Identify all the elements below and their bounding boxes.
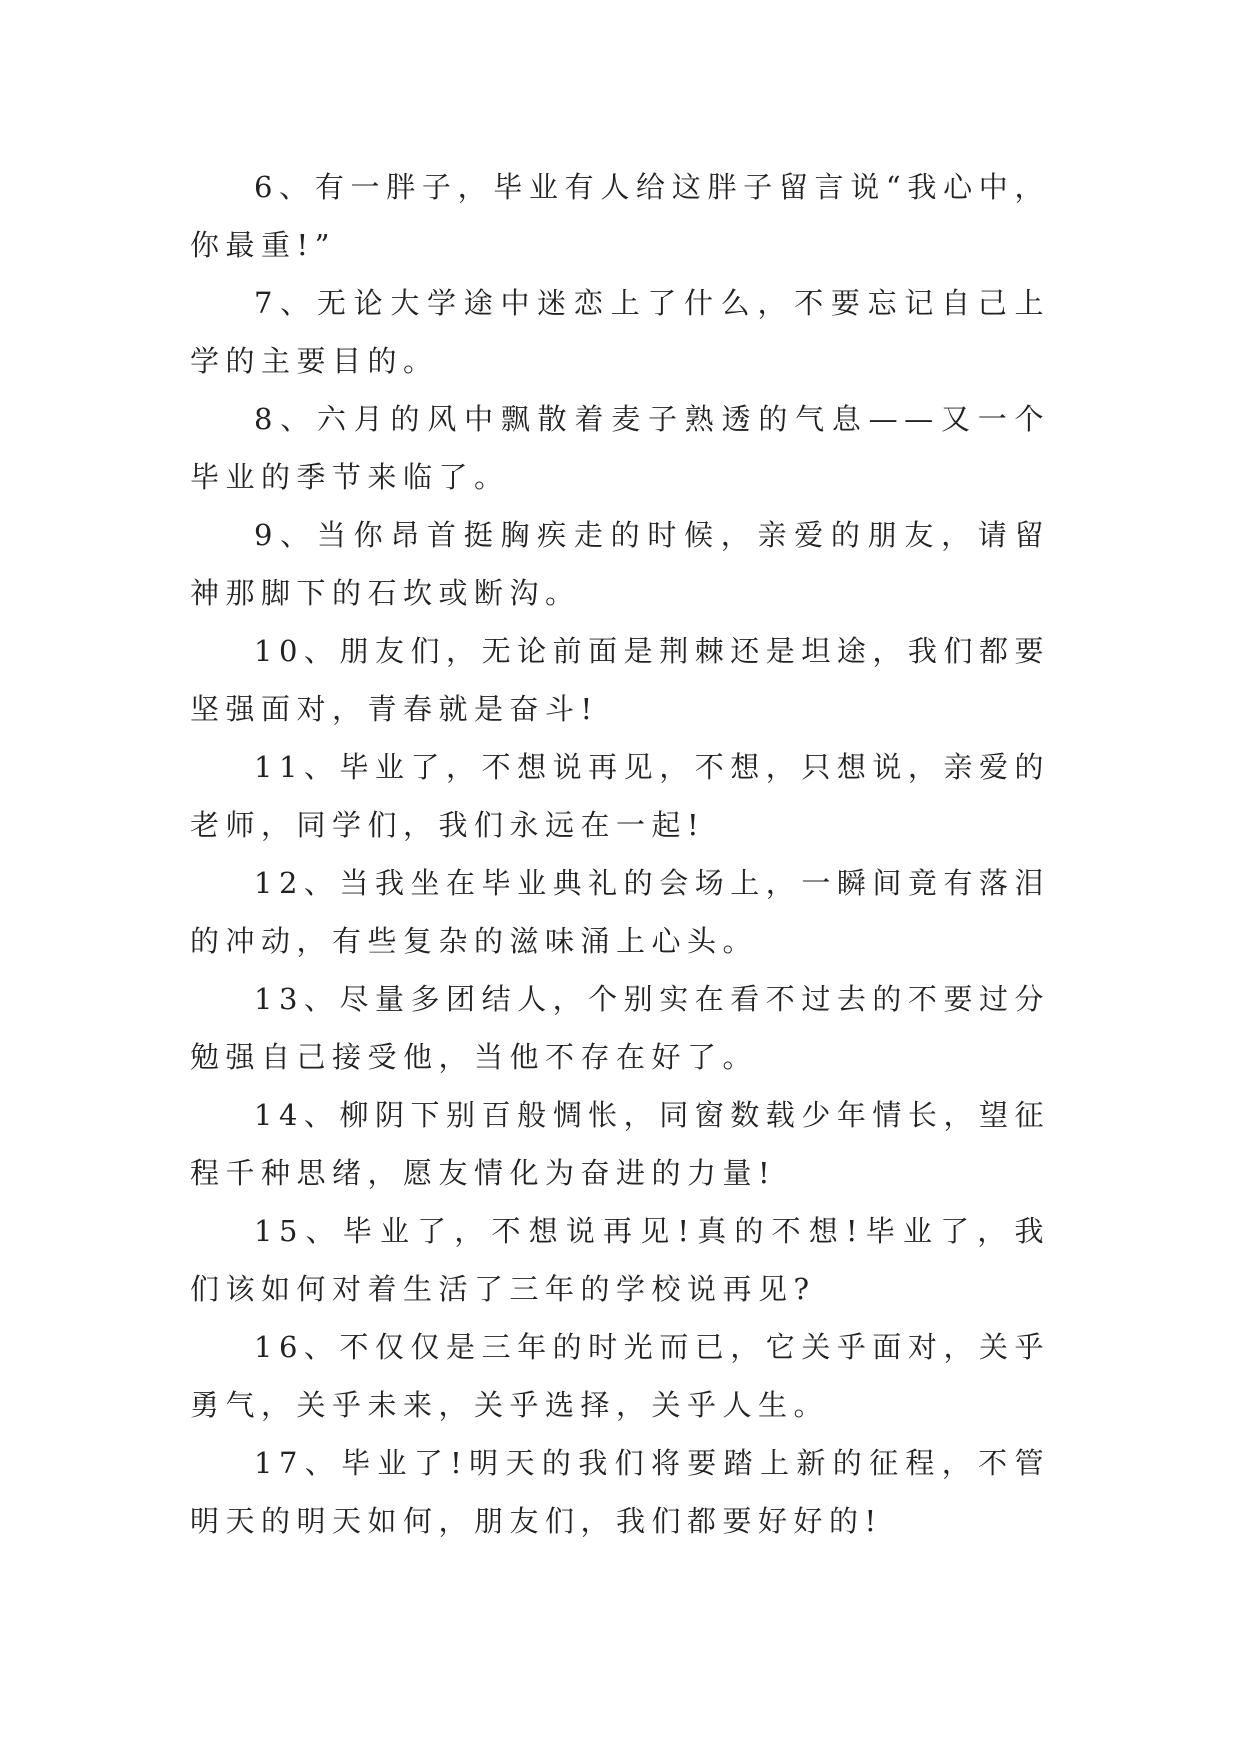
document-body <box>190 158 1050 1550</box>
paragraph-9: 9、当你昂首挺胸疾走的时候，亲爱的朋友，请留神那脚下的石坎或断沟。 <box>190 518 1050 610</box>
paragraph-10: 10、朋友们，无论前面是荆棘还是坦途，我们都要坚强面对，青春就是奋斗! <box>190 634 1050 726</box>
paragraph-14: 14、柳阴下别百般惆怅，同窗数载少年情长，望征程千种思绪，愿友情化为奋进的力量! <box>190 1098 1050 1190</box>
paragraph-6: 6、有一胖子，毕业有人给这胖子留言说“我心中，你最重!” <box>190 170 1050 262</box>
paragraph-7: 7、无论大学途中迷恋上了什么，不要忘记自己上学的主要目的。 <box>190 286 1050 378</box>
paragraph-17: 17、毕业了!明天的我们将要踏上新的征程，不管明天的明天如何，朋友们，我们都要好好的! <box>190 1446 1050 1538</box>
paragraph-8: 8、六月的风中飘散着麦子熟透的气息——又一个毕业的季节来临了。 <box>190 402 1050 494</box>
paragraph-15: 15、毕业了，不想说再见!真的不想!毕业了，我们该如何对着生活了三年的学校说再见? <box>190 1214 1050 1306</box>
paragraph-16: 16、不仅仅是三年的时光而已，它关乎面对，关乎勇气，关乎未来，关乎选择，关乎人生。 <box>190 1330 1050 1422</box>
paragraph-13: 13、尽量多团结人，个别实在看不过去的不要过分勉强自己接受他，当他不存在好了。 <box>190 982 1050 1074</box>
paragraph-11: 11、毕业了，不想说再见，不想，只想说，亲爱的老师，同学们，我们永远在一起! <box>190 750 1050 842</box>
paragraph-12: 12、当我坐在毕业典礼的会场上，一瞬间竟有落泪的冲动，有些复杂的滋味涌上心头。 <box>190 866 1050 958</box>
